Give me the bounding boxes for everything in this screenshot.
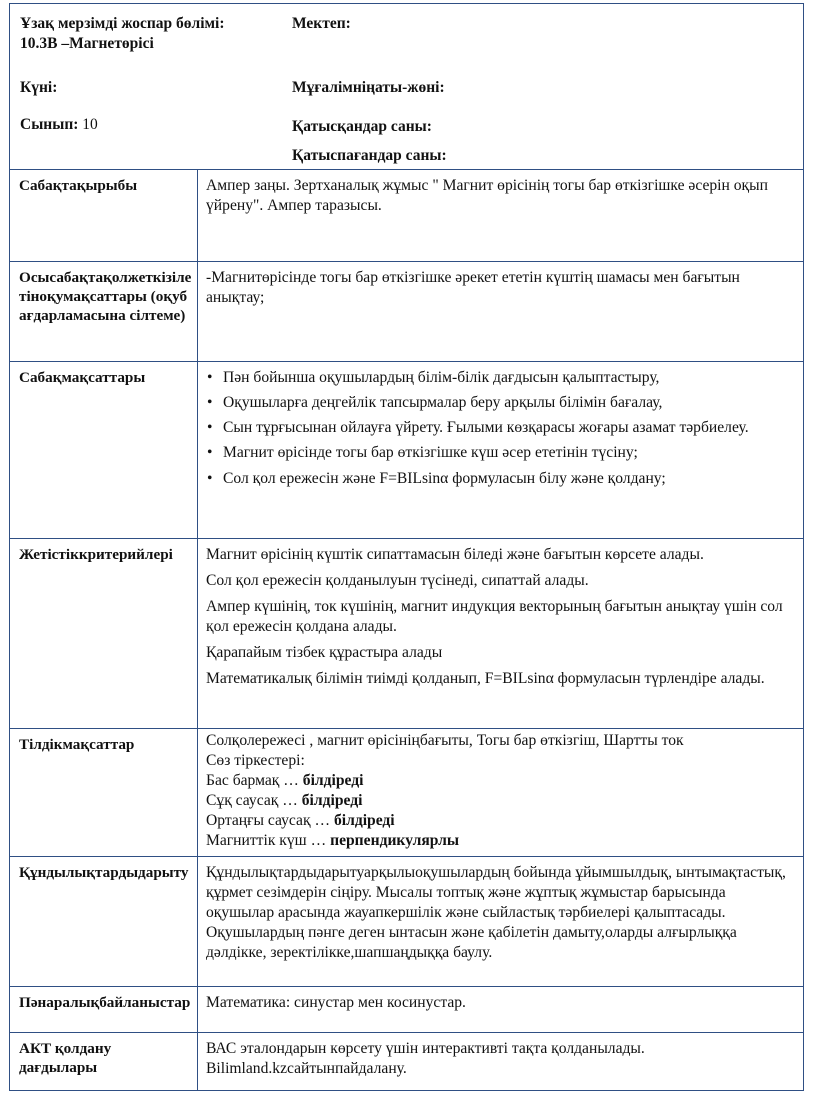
language-terms: Солқолережесі , магнит өрісініңбағыты, Тогы бар өткізгіш, Шартты ток bbox=[206, 732, 684, 749]
criteria-list bbox=[198, 539, 803, 728]
ict-text: ВАС эталондарын көрсету үшін интерактивті тақта қолданылады. Bilimland.kzсайтынпайдалану. bbox=[206, 1040, 645, 1077]
list-item: • Сын тұрғысынан ойлауға үйрету. Ғылыми көзқарасы жоғары азамат тәрбиелеу. bbox=[207, 419, 749, 436]
bullet-icon: • bbox=[207, 470, 213, 487]
class-label: Сынып: bbox=[20, 116, 79, 133]
unit-label: Ұзақ мерзімді жоспар бөлімі: bbox=[20, 15, 225, 32]
objectives-text: -Магнитөрісінде тогы бар өткізгішке әрекет ететін күштің шамасы мен бағытын анықтау; bbox=[206, 269, 740, 306]
ict-label: АКТ қолдану дағдылары bbox=[10, 1033, 198, 1090]
phrase-line: Ортаңғы саусақ … білдіреді bbox=[206, 812, 395, 829]
ict-row bbox=[10, 1033, 803, 1090]
date-label: Күні: bbox=[20, 79, 58, 96]
language-row bbox=[10, 729, 803, 857]
list-item: Қарапайым тізбек құрастыра алады bbox=[206, 644, 443, 661]
absent-label: Қатыспағандар саны: bbox=[292, 147, 447, 164]
teacher-label: Мұғалімніңаты-жөні: bbox=[292, 79, 445, 96]
topic-text: Ампер заңы. Зертханалық жұмыс " Магнит өрісінің тогы бар өткізгішке әсерін оқып үйрену". Ампер таразысы. bbox=[206, 177, 768, 214]
topic-row bbox=[10, 170, 803, 262]
list-item: Ампер күшінің, ток күшінің, магнит индукция векторының бағытын анықтау үшін сол қол ережесін қолдана алады. bbox=[206, 598, 783, 635]
bullet-icon: • bbox=[207, 444, 213, 461]
criteria-label: Жетістіккритерийлері bbox=[10, 539, 198, 728]
unit-value: 10.3В –Магнетөрісі bbox=[20, 35, 154, 52]
links-row bbox=[10, 987, 803, 1033]
topic-label: Сабақтақырыбы bbox=[10, 170, 198, 261]
list-item: Сол қол ережесін қолданылуын түсінеді, сипаттай алады. bbox=[206, 572, 589, 589]
lesson-plan-table bbox=[9, 3, 804, 1091]
bullet-icon: • bbox=[207, 369, 213, 386]
bullet-icon: • bbox=[207, 419, 213, 436]
phrases-heading: Сөз тіркестері: bbox=[206, 752, 305, 769]
values-row bbox=[10, 857, 803, 987]
goals-list bbox=[198, 362, 803, 538]
class-value: 10 bbox=[82, 116, 98, 133]
unit-field bbox=[20, 14, 290, 54]
values-label: Құндылықтардыдарыту bbox=[10, 857, 198, 986]
present-label: Қатысқандар саны: bbox=[292, 118, 432, 135]
list-item: Математикалық білімін тиімді қолданып, F=BILsinα формуласын түрлендіре алады. bbox=[206, 670, 765, 687]
list-item: • Магнит өрісінде тогы бар өткізгішке күш әсер ететінін түсіну; bbox=[207, 444, 638, 461]
phrase-line: Магниттік күш … перпендикулярлы bbox=[206, 832, 460, 849]
criteria-row bbox=[10, 539, 803, 729]
list-item: • Сол қол ережесін және F=BILsinα формуласын білу және қолдану; bbox=[207, 470, 666, 487]
objectives-label: Осысабақтақолжеткізілетіноқумақсаттары (оқубағдарламасына сілтеме) bbox=[10, 262, 198, 361]
objectives-row bbox=[10, 262, 803, 362]
language-content bbox=[198, 729, 803, 856]
school-label: Мектеп: bbox=[292, 15, 351, 32]
list-item: • Пән бойынша оқушылардың білім-білік дағдысын қалыптастыру, bbox=[207, 369, 660, 386]
values-text: Құндылықтардыдарытуарқылыоқушылардың бойында ұйымшылдық, ынтымақтастық, құрмет сезімдерін сіңіру. Мысалы топтық және жұптық жұмыстар барысында оқушылар арасында жауапкершілік және сыйластық тәрбиелері қалыптасады. Оқушылардың пәнге деген ынтасын және қабілетін дамыту,оларды алғырлыққа дәлдікке, зеректілікке,шапшаңдыққа баулу. bbox=[206, 864, 786, 961]
list-item: • Оқушыларға деңгейлік тапсырмалар беру арқылы білімін бағалау, bbox=[207, 394, 663, 411]
language-label: Тілдікмақсаттар bbox=[10, 729, 198, 856]
list-item: Магнит өрісінің күштік сипаттамасын біледі және бағытын көрсете алады. bbox=[206, 546, 704, 563]
links-text: Математика: синустар мен косинустар. bbox=[206, 994, 466, 1011]
class-field bbox=[20, 115, 98, 135]
plan-header bbox=[10, 4, 803, 170]
goals-row bbox=[10, 362, 803, 539]
goals-label: Сабақмақсаттары bbox=[10, 362, 198, 538]
phrase-line: Сұқ саусақ … білдіреді bbox=[206, 792, 363, 809]
bullet-icon: • bbox=[207, 394, 213, 411]
phrase-line: Бас бармақ … білдіреді bbox=[206, 772, 364, 789]
links-label: Пәнаралықбайланыстар bbox=[10, 987, 198, 1032]
